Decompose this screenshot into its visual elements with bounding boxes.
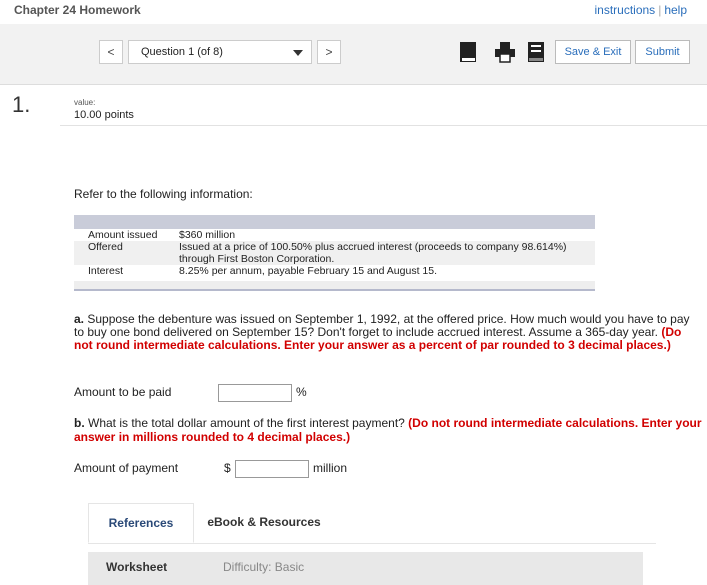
part-a-text: Suppose the debenture was issued on September 1, 1992, at the offered price. How much would you have to pay to buy one bond delivered on September 15? Don't forget to include accrued interest. Assume a 365-day year. bbox=[74, 312, 690, 339]
question-intro: Refer to the following information: bbox=[74, 187, 253, 201]
info-row bbox=[74, 265, 595, 277]
save-exit-button[interactable]: Save & Exit bbox=[555, 40, 631, 64]
info-row bbox=[74, 229, 595, 241]
link-separator: | bbox=[658, 3, 662, 17]
amount-paid-input[interactable] bbox=[218, 384, 292, 402]
info-key: Offered bbox=[88, 241, 123, 253]
info-table-header bbox=[74, 215, 595, 229]
chevron-right-icon: > bbox=[325, 45, 333, 59]
chevron-left-icon: < bbox=[107, 45, 115, 59]
part-b-instruction: (Do not round intermediate calculations. Enter your answer in millions rounded to 4 decimal places.) bbox=[74, 416, 702, 444]
part-a-question bbox=[74, 313, 699, 352]
info-key: Amount issued bbox=[88, 229, 158, 241]
print-icon[interactable] bbox=[494, 41, 516, 63]
question-number: 1. bbox=[12, 92, 31, 117]
info-key: Interest bbox=[88, 265, 124, 277]
info-table-footer bbox=[74, 281, 595, 291]
part-b-text: What is the total dollar amount of the first interest payment? bbox=[84, 416, 409, 430]
info-value: 8.25% per annum, payable February 15 and August 15. bbox=[179, 265, 438, 277]
divider bbox=[60, 125, 707, 126]
chevron-down-icon bbox=[293, 50, 303, 56]
points-value: 10.00 points bbox=[74, 109, 134, 121]
tab-ebook-resources[interactable]: eBook & Resources bbox=[207, 515, 321, 529]
dollar-prefix: $ bbox=[224, 461, 231, 475]
reference-tabs bbox=[88, 503, 656, 544]
top-bar bbox=[0, 0, 707, 24]
app-title: Chapter 24 Homework bbox=[14, 3, 141, 17]
value-label: value: bbox=[74, 98, 96, 107]
worksheet-label[interactable]: Worksheet bbox=[106, 560, 168, 574]
info-row bbox=[74, 241, 595, 265]
difficulty-label: Difficulty: Basic bbox=[223, 560, 305, 574]
question-select-value: Question 1 (of 8) bbox=[141, 46, 223, 58]
info-value: $360 million bbox=[179, 229, 236, 241]
worksheet-panel bbox=[88, 552, 643, 585]
part-b-label: b. bbox=[74, 416, 85, 430]
question-select[interactable] bbox=[128, 40, 312, 64]
million-unit: million bbox=[313, 461, 348, 475]
payment-label: Amount of payment bbox=[74, 461, 179, 475]
question-toolbar bbox=[0, 24, 707, 85]
notebook-icon[interactable] bbox=[527, 41, 545, 63]
next-question-button[interactable] bbox=[317, 40, 341, 64]
prev-question-button[interactable] bbox=[99, 40, 123, 64]
tab-references[interactable]: References bbox=[88, 503, 194, 543]
part-a-label: a. bbox=[74, 312, 85, 326]
submit-button[interactable]: Submit bbox=[635, 40, 690, 64]
book-icon[interactable] bbox=[459, 41, 477, 63]
part-a-instruction: (Do not round intermediate calculations. Enter your answer as a percent of par rounded to 3 decimal places.) bbox=[74, 325, 682, 352]
part-b-question bbox=[74, 416, 704, 444]
help-link[interactable]: help bbox=[664, 3, 687, 17]
top-links bbox=[594, 3, 687, 17]
percent-unit: % bbox=[296, 385, 307, 399]
payment-input[interactable] bbox=[235, 460, 309, 478]
amount-paid-label: Amount to be paid bbox=[74, 385, 172, 399]
instructions-link[interactable]: instructions bbox=[594, 3, 656, 17]
info-table bbox=[74, 215, 595, 291]
info-value: Issued at a price of 100.50% plus accrued interest (proceeds to company 98.614%) through First Boston Corporation. bbox=[179, 241, 567, 265]
